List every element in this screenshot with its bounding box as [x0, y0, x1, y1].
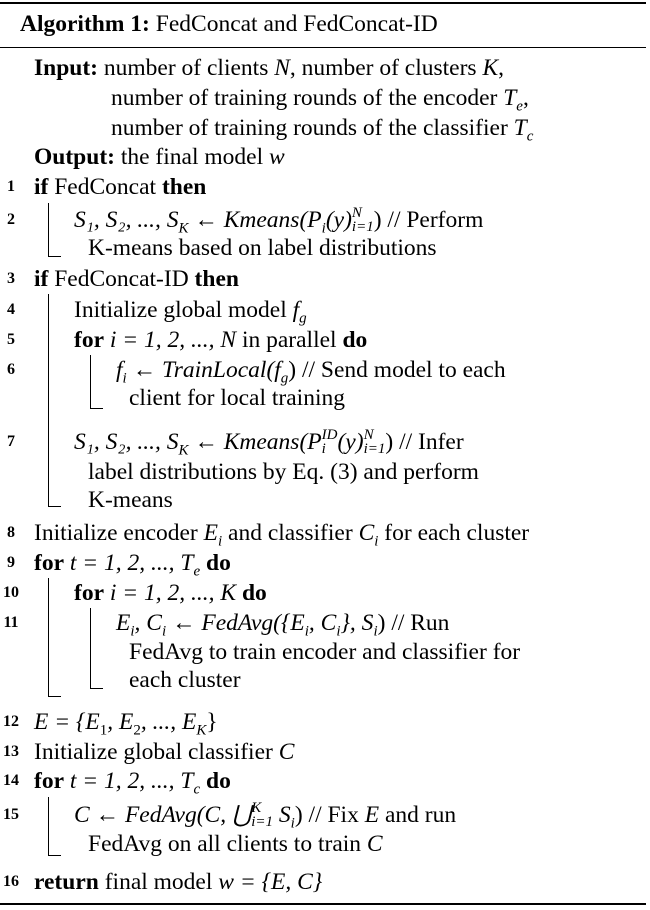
input-text: number of clients: [103, 55, 275, 81]
statement-text: in parallel: [236, 327, 343, 353]
math-expr: i = 1, 2, ..., N: [104, 327, 237, 353]
math-sub: c: [526, 128, 534, 145]
math-sub: i: [304, 623, 309, 640]
block-bar-end: [48, 506, 61, 507]
line-number: 6: [7, 361, 15, 378]
math-arrow: ←: [126, 357, 162, 383]
math-expr: (f: [266, 357, 281, 383]
math-function: FedAvg: [201, 610, 274, 636]
output-line: [34, 142, 285, 172]
line-number: 2: [7, 211, 15, 228]
math-var: C: [358, 520, 375, 546]
block-bar: [48, 797, 49, 855]
line-number: 16: [3, 873, 19, 890]
keyword-do: do: [200, 768, 231, 794]
math-function: Kmeans: [223, 207, 300, 233]
math-sub: i=1: [363, 440, 386, 457]
block-bar-end: [90, 688, 103, 689]
block-bar: [90, 355, 91, 408]
statement-text: and classifier: [222, 520, 359, 546]
math-expr: (y): [337, 429, 364, 455]
block-bar-end: [48, 256, 61, 257]
math-var: T: [503, 85, 517, 111]
math-sub: i=1: [351, 218, 374, 235]
math-sub: i: [161, 623, 167, 640]
math-expr: w = {E, C}: [218, 869, 323, 895]
top-rule: [0, 2, 646, 4]
math-sub: i: [130, 623, 135, 640]
keyword-if: if: [34, 266, 49, 292]
math-sub: c: [193, 781, 201, 798]
line-number: 15: [3, 806, 19, 823]
comment: // Send model to each: [296, 357, 506, 383]
line-number: 4: [7, 301, 15, 318]
keyword-if: if: [34, 174, 49, 200]
keyword-do: do: [200, 550, 231, 576]
keyword-for: for: [34, 550, 65, 576]
math-sub: K: [178, 442, 189, 459]
math-sub: 2: [133, 722, 141, 739]
math-expr: }: [206, 709, 218, 735]
math-sub: i: [336, 623, 341, 640]
algo-line-6-cont: [129, 383, 345, 413]
keyword-do: do: [241, 580, 267, 606]
math-sup: N: [363, 426, 374, 443]
algo-line-7-cont-1: [88, 457, 479, 487]
math-var: N: [274, 55, 290, 81]
math-sub: i=1: [251, 813, 274, 830]
input-text: , number of clusters: [289, 55, 483, 81]
algo-line-11-cont-2: [129, 665, 241, 695]
comment: // Perform: [381, 207, 484, 233]
input-text: number of training rounds of the classifier: [111, 115, 514, 141]
math-expr: , E: [107, 709, 134, 735]
math-arrow: ←: [188, 207, 224, 233]
math-var: w: [268, 144, 285, 170]
math-var: K: [482, 55, 499, 81]
math-arrow: ←: [188, 429, 224, 455]
line-number: 5: [7, 331, 15, 348]
math-expr: ({E: [273, 610, 305, 636]
math-expr: ): [373, 207, 382, 233]
line-number: 11: [3, 614, 19, 631]
math-sub: g: [280, 370, 289, 387]
math-expr: (C, ⋃: [196, 802, 252, 828]
math-expr: S₁, S₂, ..., S: [74, 207, 179, 233]
keyword-do: do: [342, 327, 368, 353]
math-function: FedAvg: [124, 802, 197, 828]
output-label: Output:: [34, 144, 115, 170]
math-var: E: [116, 610, 131, 636]
line-number: 12: [3, 713, 19, 730]
math-expr: ): [288, 357, 297, 383]
block-bar-end: [90, 408, 103, 409]
keyword-for: for: [34, 768, 65, 794]
math-sub: K: [196, 722, 207, 739]
line-number: 10: [3, 584, 19, 601]
math-expr: , C: [308, 610, 337, 636]
input-line-1: [34, 53, 504, 83]
input-text: number of training rounds of the encoder: [111, 85, 504, 111]
algo-line-2-cont: [88, 233, 437, 263]
block-bar-end: [48, 696, 61, 697]
block-bar: [48, 578, 49, 696]
math-sub: i: [321, 440, 326, 457]
statement-text: Initialize global model: [74, 297, 293, 323]
block-bar: [48, 203, 49, 256]
block-bar: [48, 294, 49, 506]
bottom-rule: [0, 903, 646, 905]
input-label: Input:: [34, 55, 99, 81]
math-expr: ): [294, 802, 303, 828]
math-var: E: [364, 802, 380, 828]
math-sub: 1: [99, 722, 108, 739]
line-number: 8: [7, 524, 15, 541]
statement-text: Initialize encoder: [34, 520, 204, 546]
condition-text: FedConcat: [48, 174, 162, 200]
comment: K-means: [88, 487, 173, 513]
math-expr: S₁, S₂, ..., S: [74, 429, 179, 455]
statement-text: for each cluster: [378, 520, 530, 546]
math-sub: e: [516, 98, 523, 115]
input-line-3: [111, 113, 533, 143]
math-sup: ID: [321, 426, 338, 443]
math-expr: , ..., E: [140, 709, 197, 735]
algo-line-7-cont-2: [88, 485, 173, 515]
math-expr: C ←: [74, 802, 125, 828]
math-expr: i = 1, 2, ..., K: [104, 580, 242, 606]
math-var: f: [292, 297, 300, 323]
input-line-2: [111, 83, 529, 113]
algo-line-15-cont: [88, 829, 383, 859]
input-text: ,: [498, 55, 505, 81]
math-var: E: [203, 520, 218, 546]
math-sub: i: [218, 533, 223, 550]
math-expr: E = {E: [34, 709, 100, 735]
math-expr: , C: [134, 610, 162, 636]
math-expr: ): [377, 610, 386, 636]
math-sup: K: [251, 799, 262, 816]
output-text: the final model: [120, 144, 269, 170]
math-sub: g: [299, 310, 307, 327]
math-sub: i: [373, 623, 378, 640]
comment: // Infer: [393, 429, 464, 455]
statement-text: final model: [98, 869, 219, 895]
math-expr: (P: [299, 207, 322, 233]
keyword-for: for: [74, 580, 105, 606]
math-expr: ): [385, 429, 394, 455]
line-number: 14: [3, 772, 19, 789]
math-expr: t = 1, 2, ..., T: [64, 768, 194, 794]
math-sub: i: [321, 220, 326, 237]
comment: // Run: [385, 610, 450, 636]
math-sup: N: [351, 204, 362, 221]
math-expr: (y): [325, 207, 352, 233]
statement-text: Initialize global classifier: [34, 739, 279, 765]
caption-label: Algorithm 1:: [20, 11, 150, 37]
line-number: 3: [7, 270, 15, 287]
caption-rule: [0, 47, 646, 48]
math-sub: K: [178, 220, 189, 237]
keyword-return: return: [34, 869, 99, 895]
caption-title: FedConcat and FedConcat-ID: [155, 11, 438, 37]
keyword-for: for: [74, 327, 105, 353]
math-var: C: [278, 739, 295, 765]
comment: FedAvg on all clients to train: [88, 831, 367, 857]
algo-line-11-cont-1: [129, 637, 520, 667]
math-function: Kmeans: [223, 429, 300, 455]
math-expr: t = 1, 2, ..., T: [64, 550, 194, 576]
math-expr: S: [273, 802, 291, 828]
condition-text: FedConcat-ID: [48, 266, 195, 292]
keyword-then: then: [161, 174, 207, 200]
math-var: T: [513, 115, 527, 141]
line-number: 9: [7, 554, 15, 571]
comment: K-means based on label distributions: [88, 235, 437, 261]
math-expr: (P: [299, 429, 322, 455]
comment: label distributions by Eq. (3) and perform: [88, 459, 479, 485]
comment: FedAvg to train encoder and classifier for: [129, 639, 521, 665]
block-bar: [90, 608, 91, 688]
math-function: TrainLocal: [161, 357, 267, 383]
comment: and run: [379, 802, 457, 828]
input-text: ,: [522, 85, 529, 111]
math-var: C: [366, 831, 383, 857]
comment: // Fix: [302, 802, 365, 828]
comment: each cluster: [129, 667, 241, 693]
line-number: 1: [7, 178, 15, 195]
math-sub: i: [290, 815, 295, 832]
line-number: 7: [7, 433, 15, 450]
math-expr: }, S: [340, 610, 374, 636]
math-sub: i: [122, 370, 127, 387]
math-sub: e: [193, 563, 201, 580]
line-number: 13: [3, 743, 19, 760]
math-arrow: ←: [166, 610, 202, 636]
comment: client for local training: [129, 385, 345, 411]
math-var: f: [116, 357, 123, 383]
block-bar-end: [48, 855, 61, 856]
math-sub: i: [374, 533, 379, 550]
keyword-then: then: [194, 266, 239, 292]
algorithm-caption: [20, 9, 438, 39]
